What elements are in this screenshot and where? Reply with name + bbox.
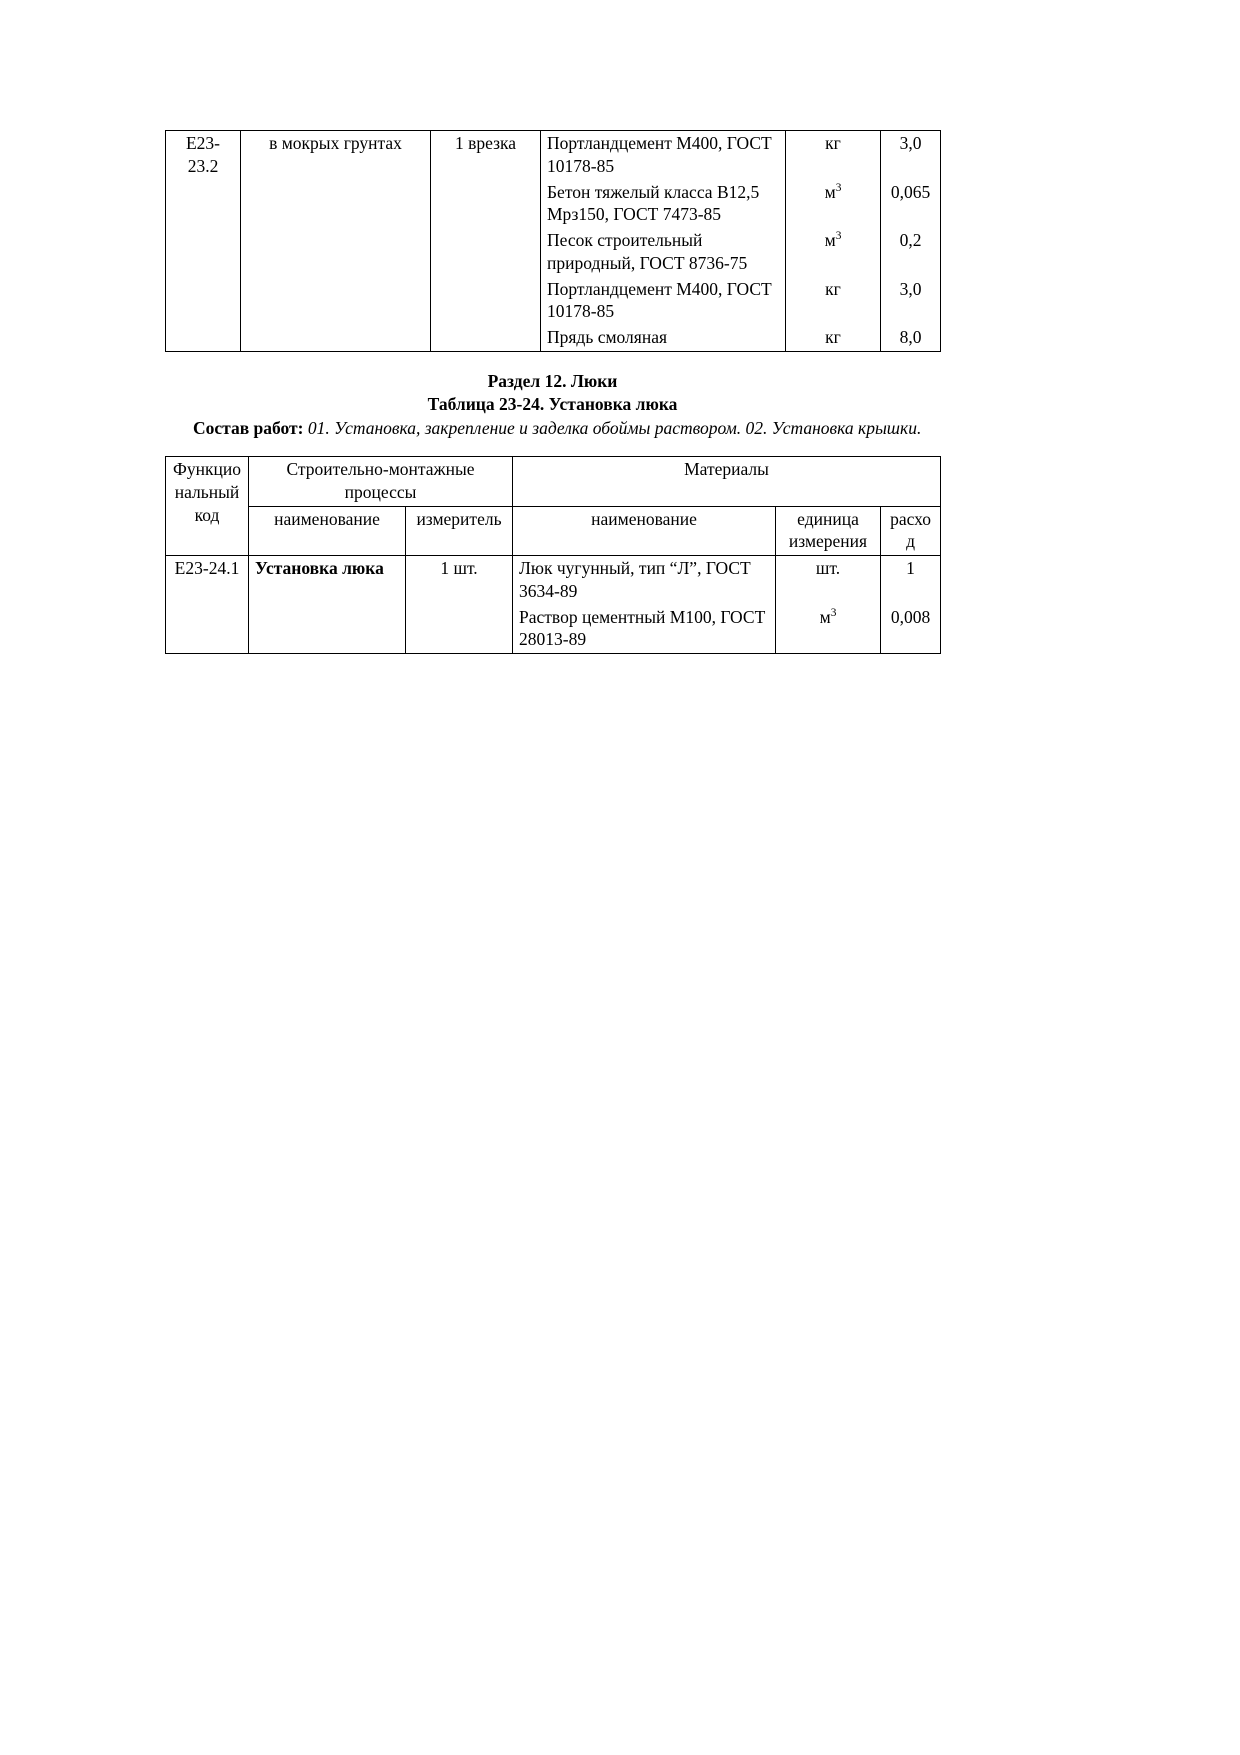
cell-material-unit [786,277,881,326]
cell-functional-code: Е23-23.2 [166,131,241,352]
header-material-name: наименование [513,506,776,556]
cell-material-name: Портландцемент М400, ГОСТ 10178-85 [541,277,786,326]
unit-text: кг [825,327,841,347]
cell-material-consumption: 1 [881,556,941,605]
cell-material-unit [786,325,881,351]
work-composition-text: 01. Установка, закрепление и заделка обоймы раствором. 02. Установка крышки. [307,418,922,439]
cell-material-unit [786,131,881,180]
header-functional-code-line: код [194,504,220,525]
cell-material-consumption: 3,0 [881,277,941,326]
unit-text: кг [825,133,841,153]
table-row [166,556,941,605]
header-material-unit: единица измерения [776,506,881,556]
cell-material-unit [786,180,881,229]
header-material-consumption: расход [881,506,941,556]
header-functional-code-line: нальный [174,481,240,502]
unit-text: м [824,181,836,202]
header-process-name: наименование [249,506,406,556]
cell-material-name: Люк чугунный, тип “Л”, ГОСТ 3634-89 [513,556,776,605]
cell-process-name: Установка люка [249,556,406,654]
header-process-measure: измеритель [406,506,513,556]
cell-material-consumption: 0,065 [881,180,941,229]
document-page [0,0,1240,654]
header-functional-code-line: Функцио [173,459,241,479]
cell-material-consumption: 0,008 [881,605,941,654]
cell-measure: 1 шт. [406,556,513,654]
cell-material-unit [776,556,881,605]
cell-material-name: Прядь смоляная [541,325,786,351]
unit-superscript: 3 [835,181,842,194]
cell-material-consumption: 3,0 [881,131,941,180]
cell-material-name: Бетон тяжелый класса В12,5 Мрз150, ГОСТ 7473-85 [541,180,786,229]
header-row-groups [166,457,941,507]
section-headings [165,370,940,416]
unit-text: м [824,230,836,250]
header-functional-code [166,457,249,556]
cell-material-unit [776,605,881,654]
table-23-24 [165,456,941,654]
header-row-columns [166,506,941,556]
cell-material-name: Портландцемент М400, ГОСТ 10178-85 [541,131,786,180]
unit-text: кг [825,278,841,299]
cell-material-consumption: 8,0 [881,325,941,351]
cell-material-consumption: 0,2 [881,228,941,277]
unit-superscript: 3 [830,606,837,619]
header-processes-group: Строительно-монтажные процессы [249,457,513,507]
cell-material-unit [786,228,881,277]
cell-functional-code: Е23-24.1 [166,556,249,654]
cell-material-name: Песок строительный природный, ГОСТ 8736-75 [541,228,786,277]
unit-text: м [819,606,831,627]
cell-material-name: Раствор цементный М100, ГОСТ 28013-89 [513,605,776,654]
work-composition-label: Состав работ: [193,418,304,439]
unit-text: шт. [815,558,841,578]
cell-process-name: в мокрых грунтах [241,131,431,352]
work-composition [165,417,940,440]
table-23-23-continuation [165,130,941,352]
header-materials-group: Материалы [513,457,941,507]
section-title: Раздел 12. Люки [487,370,618,391]
unit-superscript: 3 [835,230,842,243]
table-row [166,131,941,180]
table-title: Таблица 23-24. Установка люка [427,393,678,414]
cell-measure: 1 врезка [431,131,541,352]
